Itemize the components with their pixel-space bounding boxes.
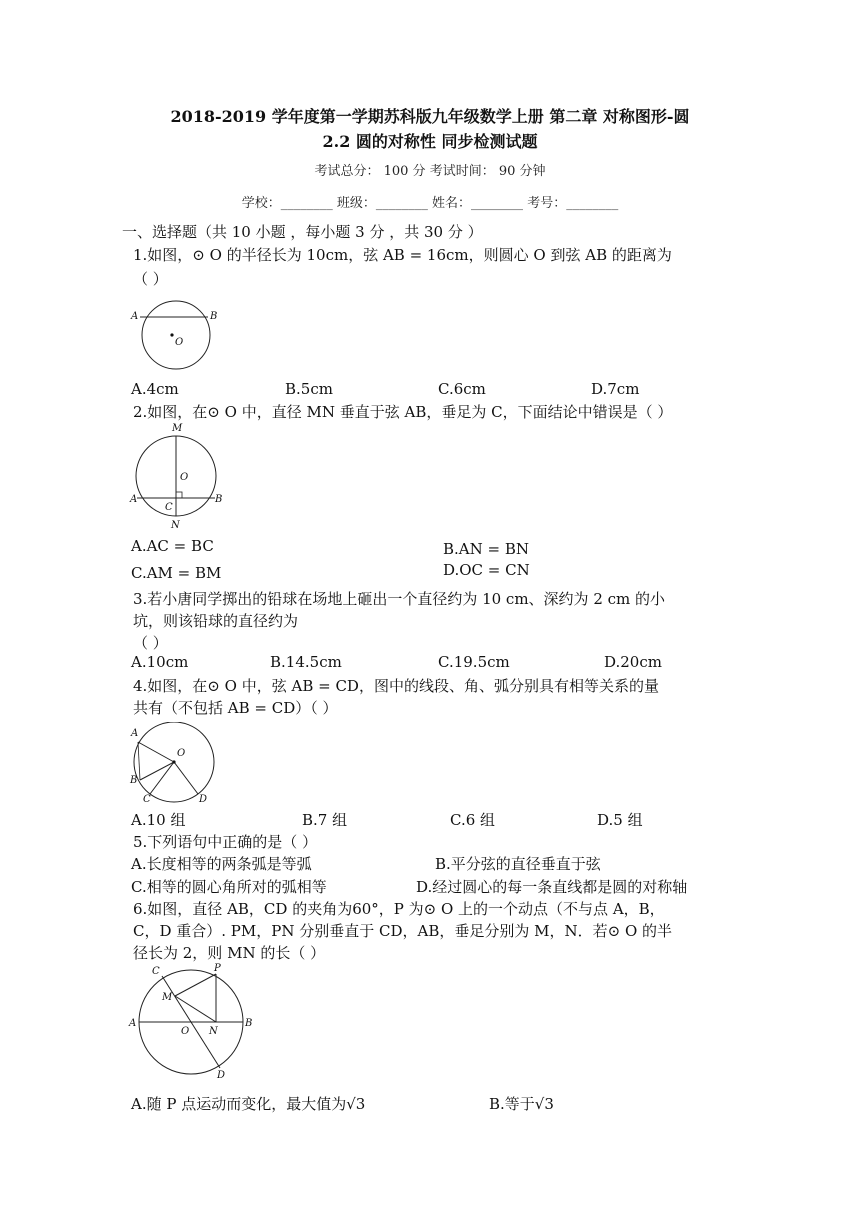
q6-label-p: P	[214, 963, 221, 974]
q1-label-o: O	[175, 337, 184, 348]
q2-figure	[128, 420, 228, 532]
q4-figure	[128, 722, 228, 812]
q5-option-b[interactable]: B.平分弦的直径垂直于弦	[435, 855, 601, 873]
q2-option-c[interactable]: C.AM = BM	[131, 564, 222, 582]
q1-option-a[interactable]: A.4cm	[131, 380, 179, 398]
q2-line1: 2.如图，在⊙ O 中，直径 MN 垂直于弦 AB，垂足为 C，下面结论中错误是（ ）	[133, 403, 673, 421]
q2-label-n: N	[171, 520, 180, 531]
q2-label-b: B	[215, 494, 223, 505]
exam-info: 考试总分： 100 分 考试时间： 90 分钟	[314, 164, 546, 179]
q4-label-a: A	[131, 728, 139, 739]
q1-label-b: B	[210, 311, 218, 322]
q4-label-o: O	[177, 748, 186, 759]
q3-option-a[interactable]: A.10cm	[131, 653, 189, 671]
q6-label-d: D	[217, 1070, 226, 1080]
q1-option-b[interactable]: B.5cm	[285, 380, 333, 398]
q2-label-o: O	[180, 472, 189, 483]
q6-line1: 6.如图，直径 AB，CD 的夹角为60°，P 为⊙ O 上的一个动点（不与点 A，B，	[133, 900, 665, 918]
q1-label-a: A	[131, 311, 139, 322]
section-heading: 一、选择题（共 10 小题 ，每小题 3 分 ，共 30 分 ）	[122, 223, 483, 241]
q4-label-b: B	[130, 775, 138, 786]
q2-label-c: C	[165, 502, 173, 513]
q1-option-c[interactable]: C.6cm	[438, 380, 486, 398]
q5-line1: 5.下列语句中正确的是（ ）	[133, 833, 318, 851]
q6-label-n: N	[209, 1026, 218, 1037]
q1-option-d[interactable]: D.7cm	[591, 380, 640, 398]
q2-label-m: M	[172, 423, 183, 434]
q4-option-a[interactable]: A.10 组	[131, 811, 186, 829]
q6-option-a[interactable]: A.随 P 点运动而变化，最大值为√3	[131, 1095, 366, 1113]
q1-line2: （ ）	[133, 270, 168, 288]
q1-figure	[128, 298, 228, 378]
q4-line1: 4.如图，在⊙ O 中，弦 AB = CD，图中的线段、角、弧分别具有相等关系的量	[133, 677, 659, 695]
q6-line3: 径长为 2，则 MN 的长（ ）	[133, 944, 326, 962]
q6-line2: C，D 重合）. PM，PN 分别垂直于 CD，AB，垂足分别为 M，N．若⊙ O 的半	[133, 922, 673, 940]
q3-line2: 坑，则该铅球的直径约为	[133, 612, 299, 630]
q5-option-d[interactable]: D.经过圆心的每一条直线都是圆的对称轴	[416, 878, 688, 896]
q4-label-d: D	[199, 794, 208, 805]
q2-option-a[interactable]: A.AC = BC	[131, 537, 214, 555]
doc-title-line2: 2.2 圆的对称性 同步检测试题	[322, 132, 538, 151]
q6-label-o: O	[181, 1026, 190, 1037]
q5-option-c[interactable]: C.相等的圆心角所对的弧相等	[131, 878, 327, 896]
q6-label-a: A	[129, 1018, 137, 1029]
q3-option-d[interactable]: D.20cm	[604, 653, 662, 671]
q4-option-d[interactable]: D.5 组	[597, 811, 643, 829]
q4-option-c[interactable]: C.6 组	[450, 811, 496, 829]
q3-line3: （ ）	[133, 634, 168, 652]
q4-label-c: C	[143, 794, 151, 805]
q3-option-b[interactable]: B.14.5cm	[270, 653, 342, 671]
student-fields: 学校：________ 班级：________ 姓名：________ 考号：________	[241, 196, 619, 211]
q2-option-b[interactable]: B.AN = BN	[443, 540, 530, 558]
q6-label-b: B	[245, 1018, 253, 1029]
q4-option-b[interactable]: B.7 组	[302, 811, 348, 829]
q2-option-d[interactable]: D.OC = CN	[443, 561, 530, 579]
q6-figure	[126, 962, 256, 1080]
q4-line2: 共有（不包括 AB = CD）（ ）	[133, 699, 338, 717]
q6-label-c: C	[152, 966, 160, 977]
q3-option-c[interactable]: C.19.5cm	[438, 653, 510, 671]
q3-line1: 3.若小唐同学掷出的铅球在场地上砸出一个直径约为 10 cm、深约为 2 cm 的小	[133, 590, 666, 608]
q5-option-a[interactable]: A.长度相等的两条弧是等弧	[131, 855, 312, 873]
q2-label-a: A	[130, 494, 138, 505]
q1-line1: 1.如图，⊙ O 的半径长为 10cm，弦 AB = 16cm，则圆心 O 到弦 AB 的距离为	[133, 246, 672, 264]
doc-title-line1: 2018-2019 学年度第一学期苏科版九年级数学上册 第二章 对称图形-圆	[170, 107, 690, 126]
q6-label-m: M	[162, 992, 173, 1003]
q6-option-b[interactable]: B.等于√3	[489, 1095, 554, 1113]
